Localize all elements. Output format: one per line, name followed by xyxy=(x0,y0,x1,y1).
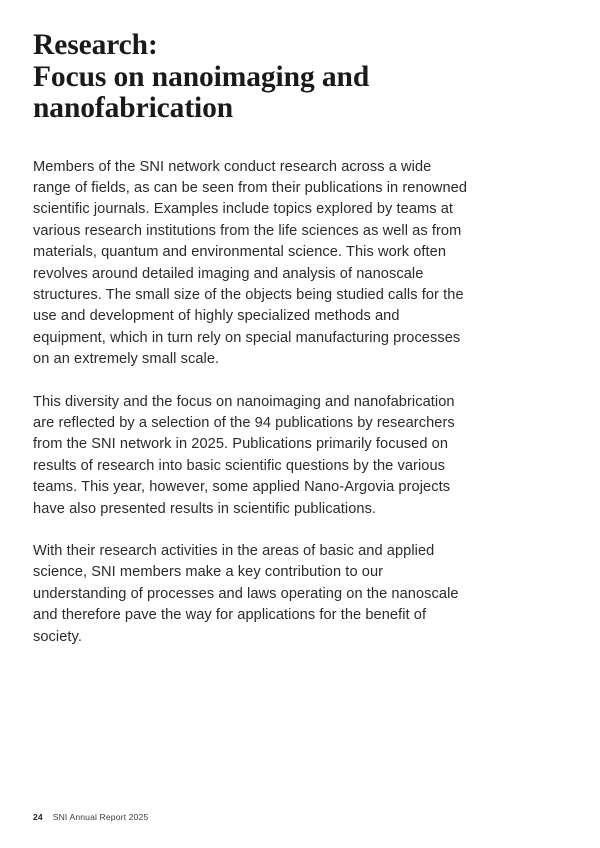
footer-page-number: 24 xyxy=(33,812,43,822)
page-title-line-2: Focus on nanoimaging and xyxy=(33,60,370,93)
page-footer xyxy=(33,812,148,822)
page-title xyxy=(33,30,473,125)
body-paragraph-3: With their research activities in the areas of basic and applied science, SNI members make a key contribution to our understanding of processes and laws operating on the nanoscale and therefore pave the way for applications for the benefit of society. xyxy=(33,543,459,645)
body-paragraph-1: Members of the SNI network conduct research across a wide range of fields, as can be seen from their publications in renowned scientific journals. Examples include topics explored by teams at various research institutions from the life sciences as well as from materials, quantum and environmental science. This work often revolves around detailed imaging and analysis of nanoscale structures. The small size of the objects being studied calls for the use and development of highly specialized methods and equipment, which in turn rely on special manufacturing processes on an extremely small scale. xyxy=(33,158,468,368)
page-content xyxy=(33,30,473,648)
footer-report-title: SNI Annual Report 2025 xyxy=(52,812,149,822)
page-title-line-1: Research: xyxy=(33,29,158,61)
body-copy xyxy=(33,157,473,649)
body-paragraph-2: This diversity and the focus on nanoimaging and nanofabrication are reflected by a selection of the 94 publications by researchers from the SNI network in 2025. Publications primarily focused on results of research into basic scientific questions by the various teams. This year, however, some applied Nano-Argovia projects have also presented results in scientific publications. xyxy=(33,393,455,517)
page-title-line-3: nanofabrication xyxy=(33,92,234,124)
